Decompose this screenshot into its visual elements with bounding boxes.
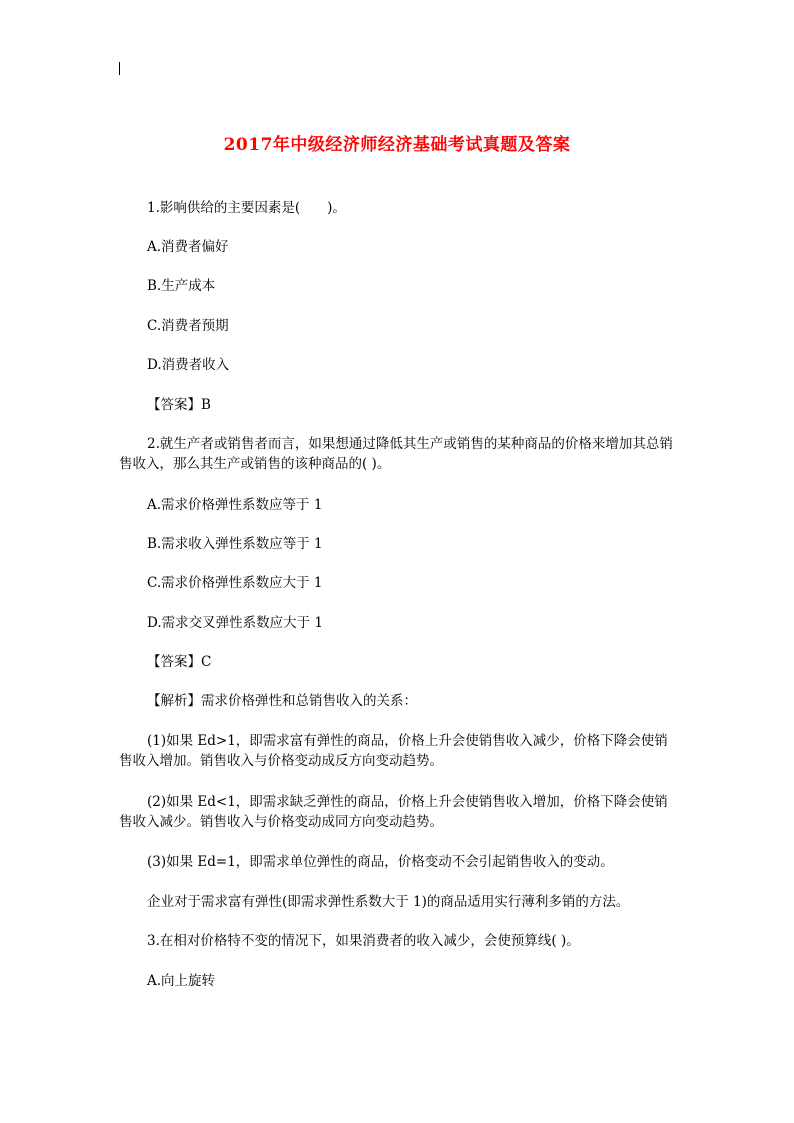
question-2-answer: 【答案】C [147,654,212,670]
question-2-analysis-title: 【解析】需求价格弹性和总销售收入的关系： [147,693,417,709]
question-1-option-d: D.消费者收入 [147,357,230,373]
analysis-conclusion: 企业对于需求富有弹性(即需求弹性系数大于 1)的商品适用实行薄利多销的方法。 [147,894,630,910]
document-title: 2017年中级经济师经济基础考试真题及答案 [223,135,571,155]
text-cursor [119,62,120,75]
question-1-stem: 1.影响供给的主要因素是( )。 [147,200,346,216]
question-1-option-a: A.消费者偏好 [147,239,229,255]
analysis-point-3: (3)如果 Ed=1，即需求单位弹性的商品，价格变动不会引起销售收入的变动。 [147,854,614,870]
question-3-stem: 3.在相对价格特不变的情况下，如果消费者的收入减少，会使预算线( )。 [147,933,580,949]
question-3-option-a: A.向上旋转 [147,973,216,989]
question-1-answer: 【答案】B [147,397,211,413]
question-2-option-c: C.需求价格弹性系数应大于 1 [147,575,323,591]
question-2-option-a: A.需求价格弹性系数应等于 1 [147,497,323,513]
question-2-stem: 2.就生产者或销售者而言，如果想通过降低其生产或销售的某种商品的价格来增加其总销售收入，那么其生产或销售的该种商品的( )。 [119,436,673,472]
analysis-point-1: (1)如果 Ed>1，即需求富有弹性的商品，价格上升会使销售收入减少，价格下降会使销售收入增加。销售收入与价格变动成反方向变动趋势。 [119,733,668,769]
question-2-option-b: B.需求收入弹性系数应等于 1 [147,536,323,552]
question-1-option-c: C.消费者预期 [147,318,229,334]
question-1-option-b: B.生产成本 [147,278,216,294]
question-2-option-d: D.需求交叉弹性系数应大于 1 [147,615,324,631]
analysis-point-2: (2)如果 Ed<1，即需求缺乏弹性的商品，价格上升会使销售收入增加，价格下降会使销售收入减少。销售收入与价格变动成同方向变动趋势。 [119,794,668,830]
